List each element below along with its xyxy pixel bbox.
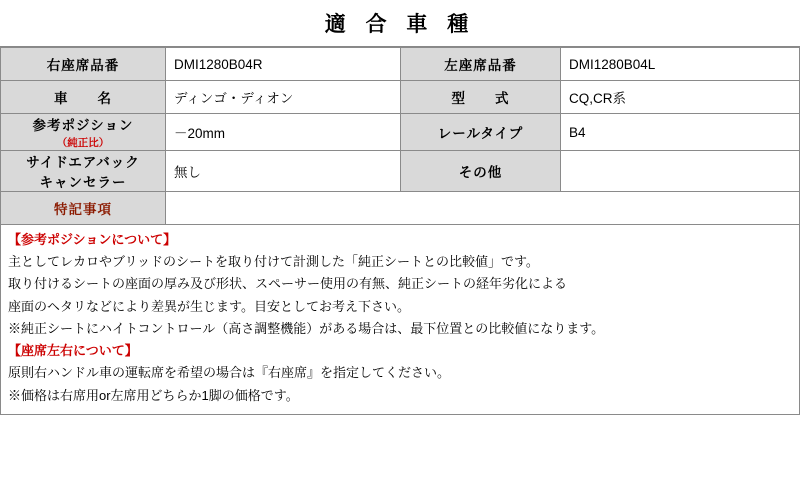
- footer-line-7: ※価格は右席用or左席用どちらか1脚の価格です。: [8, 387, 299, 403]
- label-reference-position-sub: （純正比）: [56, 137, 110, 149]
- vehicle-spec-table: [0, 47, 800, 225]
- label-car-name: 車 名: [1, 81, 166, 114]
- label-model-code: 型 式: [401, 81, 561, 114]
- footer-line-6: 原則右ハンドル車の運転席を希望の場合は『右座席』を指定してください。: [8, 365, 451, 381]
- label-special-notes: 特記事項: [1, 192, 166, 225]
- label-reference-position: [1, 114, 166, 151]
- table-row: [1, 48, 800, 81]
- footer-notes: [0, 225, 800, 415]
- value-right-seat-part-number: DMI1280B04R: [166, 48, 401, 81]
- value-side-airbag-canceller: 無し: [166, 151, 401, 192]
- label-side-airbag-canceller-line2: キャンセラー: [39, 175, 127, 190]
- table-row: [1, 81, 800, 114]
- value-special-notes: [166, 192, 800, 225]
- table-row: [1, 114, 800, 151]
- value-car-name: ディンゴ・ディオン: [166, 81, 401, 114]
- footer-line-0: 【参考ポジションについて】: [8, 232, 177, 247]
- page-title-bar: [0, 0, 800, 47]
- value-model-code: CQ,CR系: [561, 81, 800, 114]
- label-reference-position-main: 参考ポジション: [32, 118, 134, 133]
- label-left-seat-part-number: 左座席品番: [401, 48, 561, 81]
- value-other: [561, 151, 800, 192]
- value-rail-type: B4: [561, 114, 800, 151]
- page-title: 適 合 車 種: [324, 13, 476, 36]
- table-row: [1, 151, 800, 192]
- footer-line-5: 【座席左右について】: [8, 343, 138, 359]
- footer-line-2: 取り付けるシートの座面の厚み及び形状、スペーサー使用の有無、純正シートの経年劣化による: [8, 276, 568, 292]
- table-row: [1, 192, 800, 225]
- value-reference-position: －20mm: [166, 114, 401, 151]
- footer-line-4: ※純正シートにハイトコントロール（高さ調整機能）がある場合は、最下位置との比較値になります。: [8, 320, 605, 336]
- value-left-seat-part-number: DMI1280B04L: [561, 48, 800, 81]
- label-side-airbag-canceller: [1, 151, 166, 192]
- label-rail-type: レールタイプ: [401, 114, 561, 151]
- label-right-seat-part-number: 右座席品番: [1, 48, 166, 81]
- footer-line-1: 主としてレカロやブリッドのシートを取り付けて計測した「純正シートとの比較値」です。: [8, 254, 539, 270]
- label-other: その他: [401, 151, 561, 192]
- label-side-airbag-canceller-line1: サイドエアバック: [26, 155, 140, 170]
- footer-line-3: 座面のヘタリなどにより差異が生じます。目安としてお考え下さい。: [8, 298, 410, 314]
